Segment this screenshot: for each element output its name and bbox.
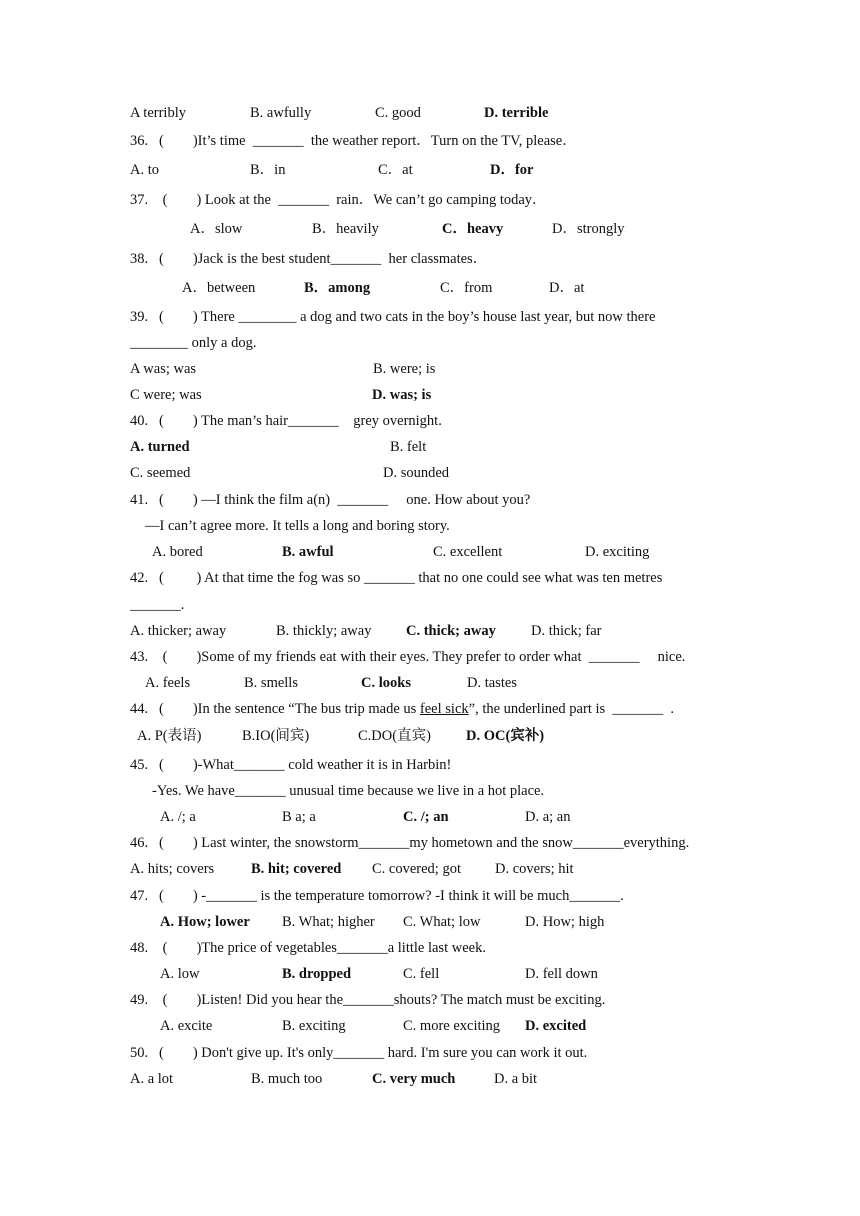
q48-option-c: C. fell bbox=[403, 966, 440, 982]
q36-stem: 36. ( )It’s time _______ the weather report．Turn on the TV, please． bbox=[130, 133, 577, 149]
q50-option-c: C. very much bbox=[372, 1071, 456, 1087]
q38-option-c: C．from bbox=[440, 280, 493, 296]
q50-option-b: B. much too bbox=[251, 1071, 323, 1087]
q47-stem: 47. ( ) -_______ is the temperature tomorrow? -I think it will be much_______. bbox=[130, 888, 624, 904]
q37-stem: 37. ( ) Look at the _______ rain．We can’t go camping today． bbox=[130, 192, 547, 208]
q44-stem-pre: 44. ( )In the sentence “The bus trip made us bbox=[130, 701, 420, 717]
q40-option-a: A. turned bbox=[130, 439, 190, 455]
q45-option-c: C. /; an bbox=[403, 809, 449, 825]
q39-stem-line2: ________ only a dog. bbox=[130, 335, 257, 351]
q50-stem: 50. ( ) Don't give up. It's only_______ hard. I'm sure you can work it out. bbox=[130, 1045, 588, 1061]
q40-option-d: D. sounded bbox=[383, 465, 450, 481]
q49-option-a: A. excite bbox=[160, 1018, 213, 1034]
q43-option-d: D. tastes bbox=[467, 675, 517, 691]
q47-option-b: B. What; higher bbox=[282, 914, 375, 930]
q46-option-a: A. hits; covers bbox=[130, 861, 215, 877]
q42-stem-line1: 42. ( ) At that time the fog was so _______ that no one could see what was ten metres bbox=[130, 570, 663, 586]
q50-option-d: D. a bit bbox=[494, 1071, 538, 1087]
q49-option-d: D. excited bbox=[525, 1018, 587, 1034]
q41-stem-line2: —I can’t agree more. It tells a long and boring story. bbox=[145, 518, 450, 534]
q48-stem: 48. ( )The price of vegetables_______a little last week. bbox=[130, 940, 486, 956]
q46-option-b: B. hit; covered bbox=[251, 861, 342, 877]
q45-option-a: A. /; a bbox=[160, 809, 196, 825]
q37-option-d: D．strongly bbox=[552, 221, 625, 237]
q39-option-a: A was; was bbox=[130, 361, 197, 377]
q39-option-b: B. were; is bbox=[373, 361, 436, 377]
q37-option-c: C．heavy bbox=[442, 221, 504, 237]
q48-option-b: B. dropped bbox=[282, 966, 352, 982]
q38-option-a: A．between bbox=[182, 280, 256, 296]
q46-option-d: D. covers; hit bbox=[495, 861, 574, 877]
q37-option-b: B．heavily bbox=[312, 221, 379, 237]
q41-option-a: A. bored bbox=[152, 544, 203, 560]
q36-option-d: D．for bbox=[490, 162, 534, 178]
q45-stem-line1: 45. ( )-What_______ cold weather it is in Harbin! bbox=[130, 757, 452, 773]
q40-option-b: B. felt bbox=[390, 439, 427, 455]
q35-option-c: C. good bbox=[375, 105, 421, 121]
q39-stem-line1: 39. ( ) There ________ a dog and two cats in the boy’s house last year, but now there bbox=[130, 309, 656, 325]
q44-underlined-part: feel sick bbox=[419, 701, 469, 717]
q35-option-b: B. awfully bbox=[250, 105, 312, 121]
q42-stem-line2: _______. bbox=[130, 597, 185, 613]
q49-stem: 49. ( )Listen! Did you hear the_______shouts? The match must be exciting. bbox=[130, 992, 606, 1008]
q36-option-b: B．in bbox=[250, 162, 286, 178]
q41-option-c: C. excellent bbox=[433, 544, 503, 560]
q35-option-d: D. terrible bbox=[484, 105, 549, 121]
q36-option-a: A. to bbox=[130, 162, 159, 178]
q41-option-d: D. exciting bbox=[585, 544, 650, 560]
q42-option-b: B. thickly; away bbox=[276, 623, 372, 639]
q39-option-c: C were; was bbox=[130, 387, 202, 403]
q47-option-c: C. What; low bbox=[403, 914, 481, 930]
q38-option-b: B．among bbox=[304, 280, 371, 296]
q41-option-b: B. awful bbox=[282, 544, 334, 560]
q42-option-d: D. thick; far bbox=[531, 623, 602, 639]
q37-option-a: A．slow bbox=[190, 221, 243, 237]
q49-option-b: B. exciting bbox=[282, 1018, 346, 1034]
q46-option-c: C. covered; got bbox=[372, 861, 461, 877]
q44-stem-post: ”, the underlined part is _______ . bbox=[468, 701, 675, 717]
q43-option-a: A. feels bbox=[145, 675, 191, 691]
q43-option-b: B. smells bbox=[244, 675, 298, 691]
q38-option-d: D．at bbox=[549, 280, 585, 296]
q48-option-d: D. fell down bbox=[525, 966, 598, 982]
q39-option-d: D. was; is bbox=[372, 387, 432, 403]
q45-stem-line2: -Yes. We have_______ unusual time because we live in a hot place. bbox=[152, 783, 545, 799]
q40-option-c: C. seemed bbox=[130, 465, 191, 481]
q40-stem: 40. ( ) The man’s hair_______ grey overnight. bbox=[130, 413, 442, 429]
q43-stem: 43. ( )Some of my friends eat with their eyes. They prefer to order what _______ nice. bbox=[130, 649, 686, 665]
q47-option-d: D. How; high bbox=[525, 914, 605, 930]
q46-stem: 46. ( ) Last winter, the snowstorm_______my hometown and the snow_______everything. bbox=[130, 835, 690, 851]
q42-option-a: A. thicker; away bbox=[130, 623, 227, 639]
q41-stem-line1: 41. ( ) —I think the film a(n) _______ one. How about you? bbox=[130, 492, 531, 508]
q44-option-a: A. P(表语) bbox=[137, 728, 202, 744]
q43-option-c: C. looks bbox=[361, 675, 411, 691]
q36-option-c: C．at bbox=[378, 162, 413, 178]
q44-option-b: B.IO(间宾) bbox=[242, 728, 310, 744]
q47-option-a: A. How; lower bbox=[160, 914, 250, 930]
q35-option-a: A terribly bbox=[130, 105, 186, 121]
q42-option-c: C. thick; away bbox=[406, 623, 496, 639]
q44-option-d: D. OC(宾补) bbox=[466, 728, 545, 744]
q44-stem bbox=[130, 700, 674, 718]
q50-option-a: A. a lot bbox=[130, 1071, 174, 1087]
q49-option-c: C. more exciting bbox=[403, 1018, 501, 1034]
q45-option-b: B a; a bbox=[282, 809, 316, 825]
q44-option-c: C.DO(直宾) bbox=[358, 728, 431, 744]
q48-option-a: A. low bbox=[160, 966, 200, 982]
q38-stem: 38. ( )Jack is the best student_______ her classmates． bbox=[130, 251, 488, 267]
q45-option-d: D. a; an bbox=[525, 809, 571, 825]
